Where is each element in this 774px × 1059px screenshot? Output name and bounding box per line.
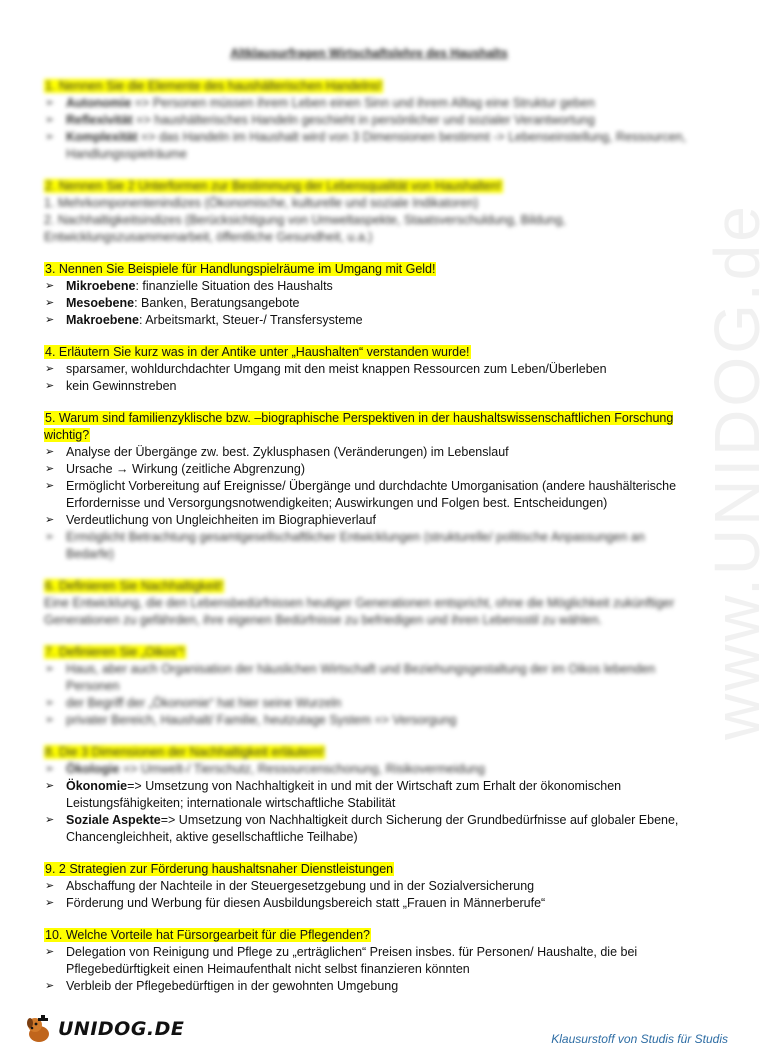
question-section — [44, 78, 694, 163]
question-heading: 5. Warum sind familienzyklische bzw. –biographische Perspektiven in der haushaltswissenschaftlichen Forschung wichtig? — [44, 411, 674, 442]
answer-item — [44, 761, 694, 778]
answer-text: Förderung und Werbung für diesen Ausbildungsbereich statt „Frauen in Männerberufe“ — [66, 896, 546, 910]
answer-text: Verdeutlichung von Ungleichheiten im Biographieverlauf — [66, 513, 376, 527]
question-heading: 4. Erläutern Sie kurz was in der Antike unter „Haushalten“ verstanden wurde! — [45, 345, 470, 359]
arrow-bullet-icon: ➢ — [45, 763, 55, 775]
arrow-bullet-icon: ➢ — [45, 514, 55, 526]
answer-text: => das Handeln im Haushalt wird von 3 Dimensionen bestimmt -> Lebenseinstellung, Ressourcen, Handlungsspielräume — [66, 130, 687, 161]
answer-item — [44, 444, 694, 461]
answer-text: Ermöglicht Vorbereitung auf Ereignisse/ Übergänge und durchdachte Umorganisation (andere haushälterische Erfordernisse und Versorgungsnotwendigkeiten; Auswirkungen und Folgen best. Entscheidungen) — [66, 479, 677, 510]
question-section — [44, 261, 694, 329]
answer-item — [44, 529, 694, 563]
answer-text: Ermöglicht Betrachtung gesamtgesellschaftlicher Entwicklungen (strukturelle/ politische Anpassungen an Bedarfe) — [66, 530, 645, 561]
arrow-bullet-icon: ➢ — [45, 446, 55, 458]
arrow-bullet-icon: ➢ — [45, 363, 55, 375]
answer-item — [44, 661, 694, 695]
question-section — [44, 344, 694, 395]
question-list — [44, 78, 694, 995]
answer-item — [44, 778, 694, 812]
answer-text: : Banken, Beratungsangebote — [134, 296, 300, 310]
question-heading: 10. Welche Vorteile hat Fürsorgearbeit für die Pflegenden? — [45, 928, 370, 942]
arrow-bullet-icon: ➢ — [45, 714, 55, 726]
answer-text: Abschaffung der Nachteile in der Steuergesetzgebung und in der Sozialversicherung — [66, 879, 535, 893]
arrow-bullet-icon: ➢ — [45, 531, 55, 543]
answer-item — [44, 378, 694, 395]
answer-text: privater Bereich, Haushalt/ Familie, heutzutage System => Versorgung — [66, 713, 457, 727]
arrow-bullet-icon: ➢ — [45, 97, 55, 109]
question-section — [44, 927, 694, 995]
answer-item — [44, 112, 694, 129]
answer-list — [44, 278, 694, 329]
answer-item — [44, 895, 694, 912]
answer-item — [44, 278, 694, 295]
arrow-bullet-icon: ➢ — [45, 480, 55, 492]
question-section — [44, 744, 694, 846]
unidog-logo — [24, 1014, 184, 1044]
answer-item — [44, 944, 694, 978]
answer-item — [44, 478, 694, 512]
answer-text: Haus, aber auch Organisation der häuslichen Wirtschaft und Beziehungsgestaltung der im Oikos lebenden Personen — [66, 662, 656, 693]
answer-text: : Arbeitsmarkt, Steuer-/ Transfersysteme — [138, 313, 363, 327]
arrow-bullet-icon: ➢ — [45, 946, 55, 958]
answer-text: kein Gewinnstreben — [66, 379, 177, 393]
answer-item — [44, 978, 694, 995]
answer-text: => haushälterisches Handeln geschieht in persönlicher und sozialer Verantwortung — [132, 113, 595, 127]
arrow-bullet-icon: ➢ — [45, 314, 55, 326]
arrow-bullet-icon: ➢ — [45, 697, 55, 709]
answer-list — [44, 661, 694, 729]
answer-text: : finanzielle Situation des Haushalts — [135, 279, 333, 293]
answer-term: Soziale Aspekte — [66, 813, 161, 827]
question-heading: 6. Definieren Sie Nachhaltigkeit! — [45, 579, 223, 593]
logo-text: UNIDOG.DE — [58, 1018, 185, 1040]
arrow-bullet-icon: ➢ — [45, 897, 55, 909]
answer-term: Makroebene — [66, 313, 139, 327]
answer-term: Mesoebene — [66, 296, 135, 310]
answer-item — [44, 295, 694, 312]
question-section — [44, 644, 694, 729]
answer-term: Komplexität — [66, 130, 138, 144]
answer-list — [44, 95, 694, 163]
answer-list — [44, 361, 694, 395]
answer-item — [44, 461, 694, 478]
arrow-bullet-icon: ➢ — [45, 980, 55, 992]
answer-text: Analyse der Übergänge zw. best. Zyklusphasen (Veränderungen) im Lebenslauf — [66, 445, 509, 459]
arrow-bullet-icon: ➢ — [45, 814, 55, 826]
document-title: Altklausurfragen Wirtschaftslehre des Haushalts — [230, 46, 508, 60]
watermark: www.UNIDOG.de — [701, 203, 773, 740]
question-heading: 2. Nennen Sie 2 Unterformen zur Bestimmung der Lebensqualität von Haushalten! — [45, 179, 502, 193]
answer-item — [44, 812, 694, 846]
question-heading: 9. 2 Strategien zur Förderung haushaltsnaher Dienstleistungen — [45, 862, 394, 876]
answer-text: sparsamer, wohldurchdachter Umgang mit den meist knappen Ressourcen zum Leben/Überleben — [66, 362, 607, 376]
answer-text: => Personen müssen ihrem Leben einen Sinn und ihrem Alltag eine Struktur geben — [131, 96, 595, 110]
answer-paragraph: 2. Nachhaltigkeitsindizes (Berücksichtigung von Umweltaspekte, Staatsverschuldung, Bildung, Entwicklungszusammenarbeit, öffentliche Gesundheit, u.a.) — [44, 213, 566, 244]
answer-text: => Umsetzung von Nachhaltigkeit in und mit der Wirtschaft zum Erhalt der ökonomischen Leistungsfähigkeiten; internationale wirtschaftliche Stabilität — [66, 779, 622, 810]
answer-item — [44, 312, 694, 329]
answer-term: Ökologie — [66, 762, 120, 776]
answer-list — [44, 761, 694, 846]
arrow-bullet-icon: ➢ — [45, 114, 55, 126]
question-section — [44, 178, 694, 246]
answer-text: => Umwelt-/ Tierschutz, Ressourcenschonung, Risikovermeidung — [119, 762, 485, 776]
question-heading: 1. Nennen Sie die Elemente des haushälterischen Handelns! — [45, 79, 383, 93]
answer-term: Mikroebene — [66, 279, 136, 293]
arrow-bullet-icon: ➢ — [45, 880, 55, 892]
footer-tagline: Klausurstoff von Studis für Studis — [551, 1032, 728, 1046]
arrow-bullet-icon: ➢ — [45, 380, 55, 392]
answer-text: => Umsetzung von Nachhaltigkeit durch Sicherung der Grundbedürfnisse auf globaler Ebene, Chancengleichheit, aktive gesellschaftliche Teilhabe) — [66, 813, 679, 844]
question-heading: 3. Nennen Sie Beispiele für Handlungspielräume im Umgang mit Geld! — [45, 262, 436, 276]
answer-item — [44, 129, 694, 163]
answer-text: der Begriff der „Ökonomie“ hat hier seine Wurzeln — [66, 696, 342, 710]
arrow-bullet-icon: ➢ — [45, 780, 55, 792]
arrow-bullet-icon: ➢ — [45, 131, 55, 143]
dog-icon — [24, 1014, 54, 1044]
question-section — [44, 861, 694, 912]
answer-list — [44, 444, 694, 563]
arrow-bullet-icon: ➢ — [45, 280, 55, 292]
answer-item — [44, 95, 694, 112]
answer-item — [44, 361, 694, 378]
answer-list — [44, 878, 694, 912]
arrow-bullet-icon: ➢ — [45, 463, 55, 475]
answer-text: Verbleib der Pflegebedürftigen in der gewohnten Umgebung — [66, 979, 399, 993]
question-section — [44, 578, 694, 629]
answer-item — [44, 512, 694, 529]
answer-term: Autonomie — [66, 96, 132, 110]
answer-text: Delegation von Reinigung und Pflege zu „erträglichen“ Preisen insbes. für Personen/ Haushalte, die bei Pflegebedürftigkeit einen Heimaufenthalt nicht selbst finanzieren könnten — [66, 945, 638, 976]
answer-paragraph: Eine Entwicklung, die den Lebensbedürfnissen heutiger Generationen entspricht, ohne die Möglichkeit zukünftiger Generationen zu gefährden, ihre eigenen Bedürfnisse zu befriedigen und ihren Lebensstil zu wählen. — [44, 596, 675, 627]
answer-text: Ursache → Wirkung (zeitliche Abgrenzung) — [66, 462, 305, 476]
arrow-bullet-icon: ➢ — [45, 663, 55, 675]
question-heading: 8. Die 3 Dimensionen der Nachhaltigkeit erläutern! — [45, 745, 325, 759]
arrow-bullet-icon: ➢ — [45, 297, 55, 309]
answer-list — [44, 944, 694, 995]
answer-item — [44, 712, 694, 729]
answer-item — [44, 695, 694, 712]
answer-term: Ökonomie — [66, 779, 128, 793]
answer-item — [44, 878, 694, 895]
document-page — [44, 46, 694, 1010]
question-heading: 7. Definieren Sie „Oikos“! — [45, 645, 185, 659]
answer-term: Reflexivität — [66, 113, 133, 127]
answer-paragraph: 1. Mehrkomponentenindizes (Ökonomische, kulturelle und soziale Indikatoren) — [44, 196, 479, 210]
question-section — [44, 410, 694, 563]
